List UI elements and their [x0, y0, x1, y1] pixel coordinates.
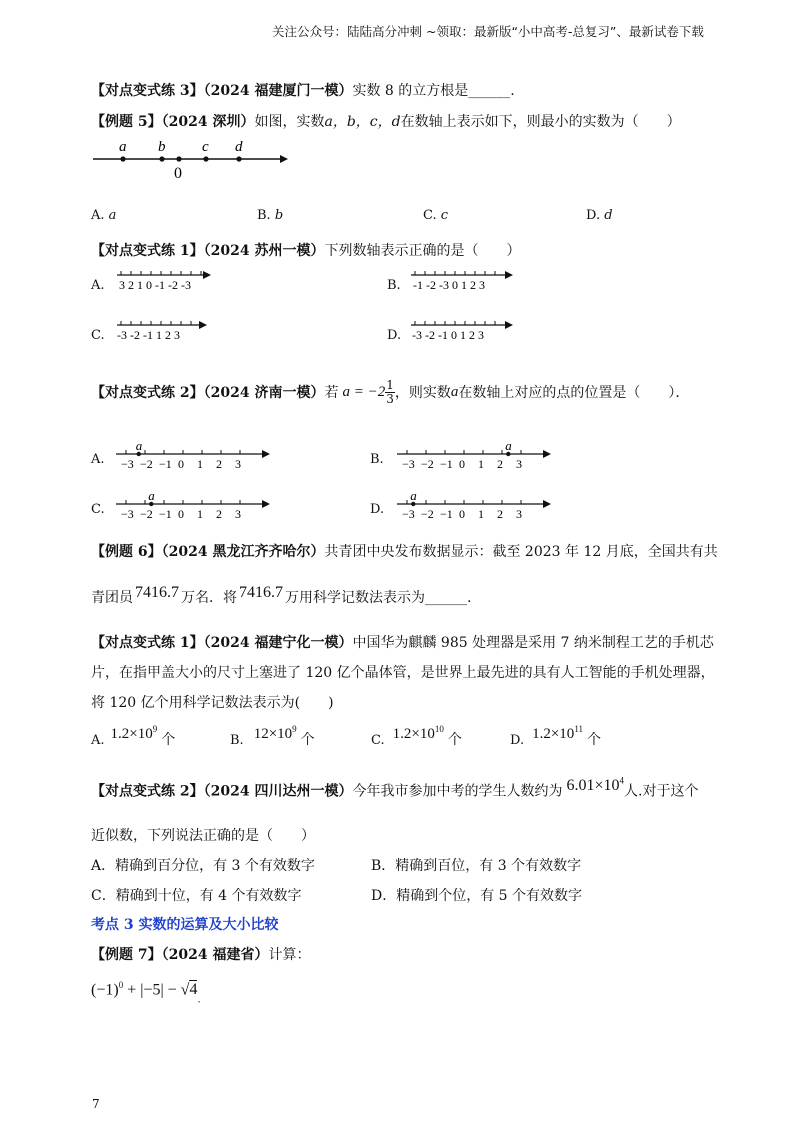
point-label-b: b [158, 139, 166, 155]
option-a[interactable]: A. [91, 452, 105, 467]
q3-option-c-number-line [112, 487, 272, 525]
point-label-a: a [148, 488, 155, 503]
point-label-a: a [505, 438, 512, 453]
tick-labels: -1 -2 -3 0 1 2 3 [413, 278, 485, 292]
tick-label: 2 [216, 457, 222, 471]
point-label-a: a [410, 488, 417, 503]
question-body: 下列数轴表示正确的是（ ） [324, 243, 521, 259]
tick-label: 1 [197, 457, 203, 471]
question-body: 今年我市参加中考的学生人数约为 [352, 783, 563, 800]
option-d-number-line [409, 316, 519, 346]
tick-label: −2 [140, 507, 153, 521]
option-b[interactable]: B. [370, 452, 384, 467]
question-tag: 【对点变式练 1】（2024 福建宁化一模） [91, 635, 353, 651]
option-d[interactable]: D. [387, 328, 402, 343]
tick-label: 3 [235, 457, 241, 471]
question-body: 如图，实数 [254, 114, 325, 130]
tick-label: 3 [516, 507, 522, 521]
question-tag: 【对点变式练 3】（2024 福建厦门一模） [91, 83, 353, 99]
expression: $(-1)^0 + |-5| - √4_.$ [91, 980, 201, 1006]
question-body-line3: 将 120 亿个用科学记数法表示为( ) [91, 695, 334, 711]
question-cube-root [91, 80, 515, 100]
question-scientific-notation [91, 632, 714, 652]
option-b[interactable]: B. b [257, 208, 284, 223]
tick-label: −1 [440, 457, 453, 471]
tick-label: 0 [178, 457, 184, 471]
question-tag: 【例题 6】（2024 黑龙江齐齐哈尔） [91, 544, 325, 560]
option-a[interactable]: A．精确到百分位，有 3 个有效数字 [91, 858, 315, 874]
question-tag: 【对点变式练 2】（2024 济南一模） [91, 385, 325, 401]
question-body-end: 在数轴上表示如下，则最小的实数为（ ） [400, 114, 681, 130]
option-b[interactable]: B．精确到百位，有 3 个有效数字 [371, 858, 582, 874]
tick-label: −3 [402, 457, 415, 471]
question-tag: 【例题 7】（2024 福建省） [91, 947, 269, 963]
question-body-line2: 近似数，下列说法正确的是（ ） [91, 828, 315, 844]
tick-label: 2 [497, 457, 503, 471]
question-body-line2: 片，在指甲盖大小的尺寸上塞进了 120 亿个晶体管，是世界上最先进的具有人工智能的手机处理器， [91, 665, 715, 681]
question-tag: 【例题 5】（2024 深圳） [91, 114, 255, 130]
example-5 [91, 111, 681, 131]
option-c[interactable]: C. $1.2\times 10^{10}$个 [371, 724, 462, 748]
question-tag: 【对点变式练 2】（2024 四川达州一模） [91, 783, 353, 800]
tick-label: 1 [478, 507, 484, 521]
question-number-line-correct [91, 240, 520, 260]
option-a[interactable]: A. $1.2\times 10^9$个 [91, 724, 176, 748]
question-point-position [91, 372, 689, 412]
tick-label: −3 [121, 457, 134, 471]
point-label-c: c [202, 139, 209, 155]
option-b[interactable]: B. [387, 278, 401, 293]
option-c-number-line [115, 316, 215, 346]
question-body: 计算： [268, 947, 311, 963]
tick-label: 0 [459, 457, 465, 471]
number: 7416.7 [135, 584, 179, 601]
example-6 [91, 541, 718, 561]
q3-option-d-number-line [393, 487, 553, 525]
example-6-line2: 青团员 7416.7 万名．将 7416.7 万用科学记数法表示为______. [91, 584, 472, 606]
option-b[interactable]: B. $12\times 10^9$个 [230, 724, 315, 748]
point-label-d: d [235, 139, 243, 155]
tick-label: −2 [140, 457, 153, 471]
option-c[interactable]: C．精确到十位，有 4 个有效数字 [91, 888, 302, 904]
option-d[interactable]: D．精确到个位，有 5 个有效数字 [371, 888, 583, 904]
option-a[interactable]: A. a [91, 208, 117, 223]
equation: a = −2 [342, 383, 386, 400]
tick-label: −2 [421, 457, 434, 471]
tick-labels: -3 -2 -1 0 1 2 3 [412, 328, 484, 342]
tick-labels: -3 -2 -1 1 2 3 [117, 328, 180, 342]
q3-option-a-number-line [112, 437, 272, 475]
option-c[interactable]: C. [91, 328, 105, 343]
tick-label: 0 [178, 507, 184, 521]
page-number: 7 [92, 1097, 100, 1111]
variable: a [450, 383, 459, 400]
question-body: 实数 8 的立方根是______. [352, 83, 515, 99]
tick-label: −1 [159, 507, 172, 521]
tick-label: −2 [421, 507, 434, 521]
question-body-end: 在数轴上对应的点的位置是（ ）． [458, 385, 690, 401]
option-d[interactable]: D. d [586, 208, 613, 223]
question-body: 若 [324, 385, 339, 401]
option-a[interactable]: A. [91, 278, 105, 293]
tick-label: 1 [478, 457, 484, 471]
tick-label: −3 [121, 507, 134, 521]
question-body-end: 人.对于这个 [624, 783, 699, 800]
tick-label: 1 [197, 507, 203, 521]
tick-label: 0 [459, 507, 465, 521]
tick-label: −1 [440, 507, 453, 521]
option-c[interactable]: C. c [423, 208, 449, 223]
question-tag: 【对点变式练 1】（2024 苏州一模） [91, 243, 325, 259]
option-d[interactable]: D. [370, 502, 385, 517]
tick-label: 2 [497, 507, 503, 521]
tick-label: 2 [216, 507, 222, 521]
section-title: 考点 3 实数的运算及大小比较 [91, 917, 279, 933]
point-label-a: a [119, 139, 127, 155]
q3-option-b-number-line [393, 437, 553, 475]
question-vars: a，b，c，d [324, 114, 401, 130]
origin-label: 0 [174, 165, 182, 182]
number: 7416.7 [239, 584, 283, 601]
question-body: 中国华为麒麟 985 处理器是采用 7 纳米制程工艺的手机芯 [352, 635, 714, 651]
option-a-number-line [115, 266, 215, 296]
sqrt-symbol: √4 [180, 981, 198, 999]
question-approximate-number: 【对点变式练 2】（2024 四川达州一模）今年我市参加中考的学生人数约为 $6.01\times 10^4$人.对于这个 [91, 776, 699, 800]
point-label-a: a [135, 438, 143, 453]
option-d[interactable]: D. $1.2\times 10^{11}$个 [510, 724, 601, 748]
question-body: 共青团中央发布数据显示：截至 2023 年 12 月底，全国共有共 [324, 544, 718, 560]
header-text: 关注公众号：陆陆高分冲刺 ~领取：最新版“小中高考-总复习”、最新试卷下载 [272, 24, 704, 39]
tick-label: −1 [159, 457, 172, 471]
example-7 [91, 944, 310, 964]
tick-labels: 3 2 1 0 -1 -2 -3 [119, 278, 191, 292]
tick-label: 3 [235, 507, 241, 521]
option-c[interactable]: C. [91, 502, 105, 517]
fraction: $\frac{1}{3}$ [386, 377, 394, 406]
tick-label: 3 [516, 457, 522, 471]
question-body: ，则实数 [394, 385, 451, 401]
option-b-number-line [409, 266, 519, 296]
tick-label: −3 [402, 507, 415, 521]
example-5-number-line [90, 135, 290, 185]
